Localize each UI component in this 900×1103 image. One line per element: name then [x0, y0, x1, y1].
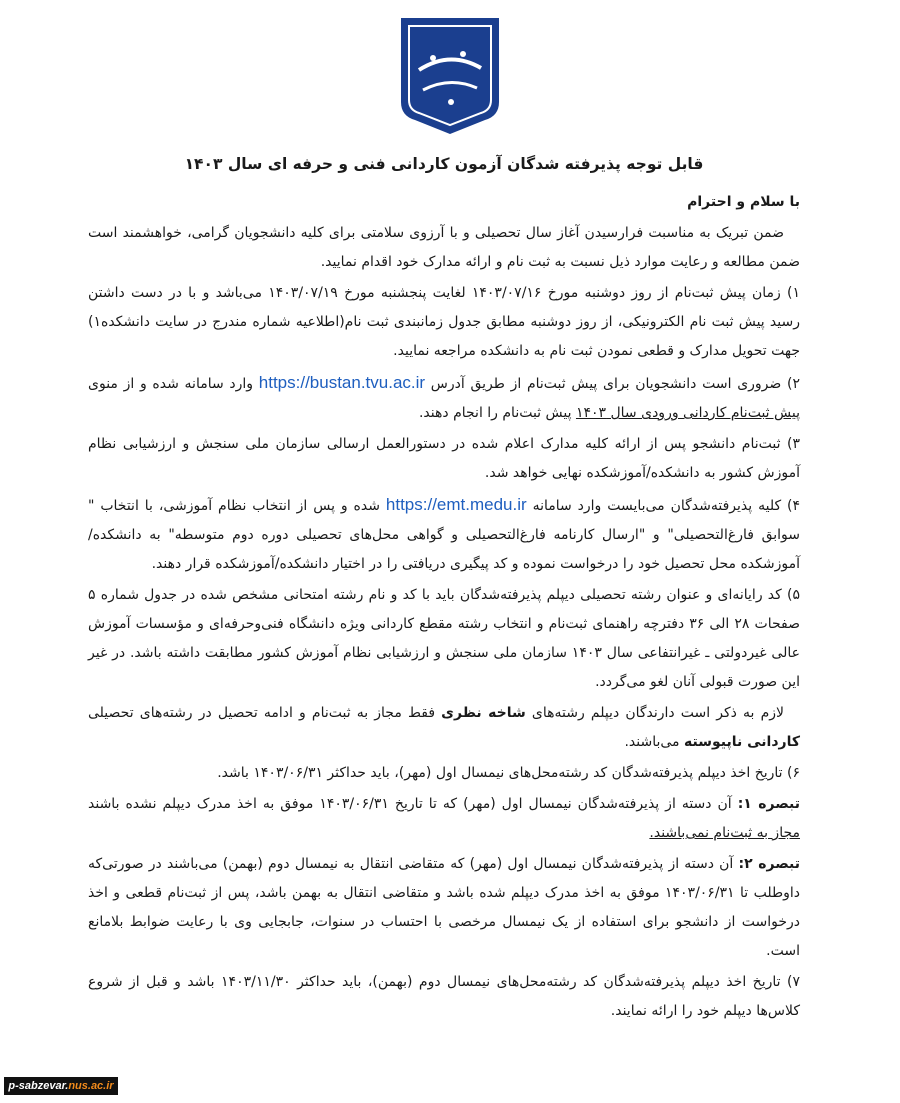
- page-title: قابل توجه پذیرفته شدگان آزمون کاردانی فنی و حرفه ای سال ۱۴۰۳: [184, 155, 704, 173]
- item-7: ۷) تاریخ اخذ دیپلم پذیرفته‌شدگان کد رشته‌محل‌های نیمسال دوم (بهمن)، باید حداکثر ۱۴۰۳/۱۱/۳۰ باشد و قبل از شروع کلاس‌ها دیپلم خود را ارائه نمایند.: [88, 974, 800, 1019]
- site-watermark: p-sabzevar.nus.ac.ir: [4, 1077, 118, 1095]
- item-1: ۱) زمان پیش ثبت‌نام از روز دوشنبه مورخ ۱۴۰۳/۰۷/۱۶ لغایت پنجشنبه مورخ ۱۴۰۳/۰۷/۱۹ می‌باشد و با در دست داشتن رسید پیش ثبت نام الکترونیکی، از روز دوشنبه مطابق جدول زمانبندی ثبت نام(اطلاعیه شماره مندرج در سایت دانشکده۱) جهت تحویل مدارک و قطعی نمودن ثبت نام به دانشکده مراجعه نمایید.: [88, 285, 800, 359]
- intro-paragraph: ضمن تبریک به مناسبت فرارسیدن آغاز سال تحصیلی و با آرزوی سلامتی برای کلیه دانشجویان گرامی، خواهشمند است ضمن مطالعه و رعایت موارد ذیل نسبت به ثبت نام و ارائه مدارک خود اقدام نمایید.: [88, 225, 800, 270]
- emt-link[interactable]: https://emt.medu.ir: [385, 495, 527, 514]
- note-2: تبصره ۲: آن دسته از پذیرفته‌شدگان نیمسال اول (مهر) که متقاضی انتقال به نیمسال دوم (بهمن) می‌باشند در صورتی‌که داوطلب تا ۱۴۰۳/۰۶/۳۱ موفق به اخذ مدرک دیپلم شده باشد و متقاضی انتقال به بهمن باشد، پس از ثبت‌نام قطعی و اخذ درخواست از دانشجو برای استفاده از یک نیمسال مرخصی با احتساب در سنوات، جابجایی وی با رعایت ضوابط بلامانع است.: [88, 856, 800, 959]
- university-logo: [393, 10, 507, 140]
- document-body: [88, 150, 800, 1028]
- item-6: ۶) تاریخ اخذ دیپلم پذیرفته‌شدگان کد رشته‌محل‌های نیمسال اول (مهر)، باید حداکثر ۱۴۰۳/۰۶/۳۱ باشد.: [217, 765, 800, 781]
- item-4: ۴) کلیه پذیرفته‌شدگان می‌بایست وارد سامانه https://emt.medu.ir شده و پس از انتخاب نظام آموزشی، با انتخاب " سوابق فارغ‌التحصیلی" و "ارسال کارنامه فارغ‌التحصیلی و گواهی محل‌های تحصیلی دوره دوم متوسطه" به دانشکده/آموزشکده محل تحصیل خود را درخواست نموده و کد پیگیری دریافتی را در اختیار دانشکده/آموزشکده قرار دهند.: [88, 495, 801, 572]
- item-5: ۵) کد رایانه‌ای و عنوان رشته تحصیلی دیپلم پذیرفته‌شدگان باید با کد و نام رشته امتحانی مشخص شده در جدول شماره ۵ صفحات ۲۸ الی ۳۶ دفترچه راهنمای ثبت‌نام و انتخاب رشته مقطع کاردانی ویژه دانشگاه فنی‌وحرفه‌ای و مؤسسات آموزش عالی غیردولتی ـ غیرانتفاعی سال ۱۴۰۳ سازمان ملی سنجش و ارزشیابی نظام آموزش کشور مطابقت داشته باشد. در غیر این صورت قبولی آنان لغو می‌گردد.: [88, 587, 800, 690]
- item-3: ۳) ثبت‌نام دانشجو پس از ارائه کلیه مدارک اعلام شده در دستورالعمل ارسالی سازمان ملی سنجش و ارزشیابی نظام آموزش کشور به دانشکده/آموزشکده نهایی خواهد شد.: [88, 436, 800, 481]
- item-5-note: لازم به ذکر است دارندگان دیپلم رشته‌های شاخه نظری فقط مجاز به ثبت‌نام و ادامه تحصیل در رشته‌های تحصیلی کاردانی ناپیوسته می‌باشند.: [88, 705, 800, 750]
- greeting: با سلام و احترام: [687, 194, 800, 210]
- bustan-link[interactable]: https://bustan.tvu.ac.ir: [258, 373, 426, 392]
- note-1: تبصره ۱: آن دسته از پذیرفته‌شدگان نیمسال اول (مهر) که تا تاریخ ۱۴۰۳/۰۶/۳۱ موفق به اخذ مدرک دیپلم نشده باشند مجاز به ثبت‌نام نمی‌باشند.: [88, 796, 800, 841]
- item-2: ۲) ضروری است دانشجویان برای پیش ثبت‌نام از طریق آدرس https://bustan.tvu.ac.ir وارد سامانه شده و از منوی پیش ثبت‌نام کاردانی ورودی سال ۱۴۰۳ پیش ثبت‌نام را انجام دهند.: [88, 373, 800, 421]
